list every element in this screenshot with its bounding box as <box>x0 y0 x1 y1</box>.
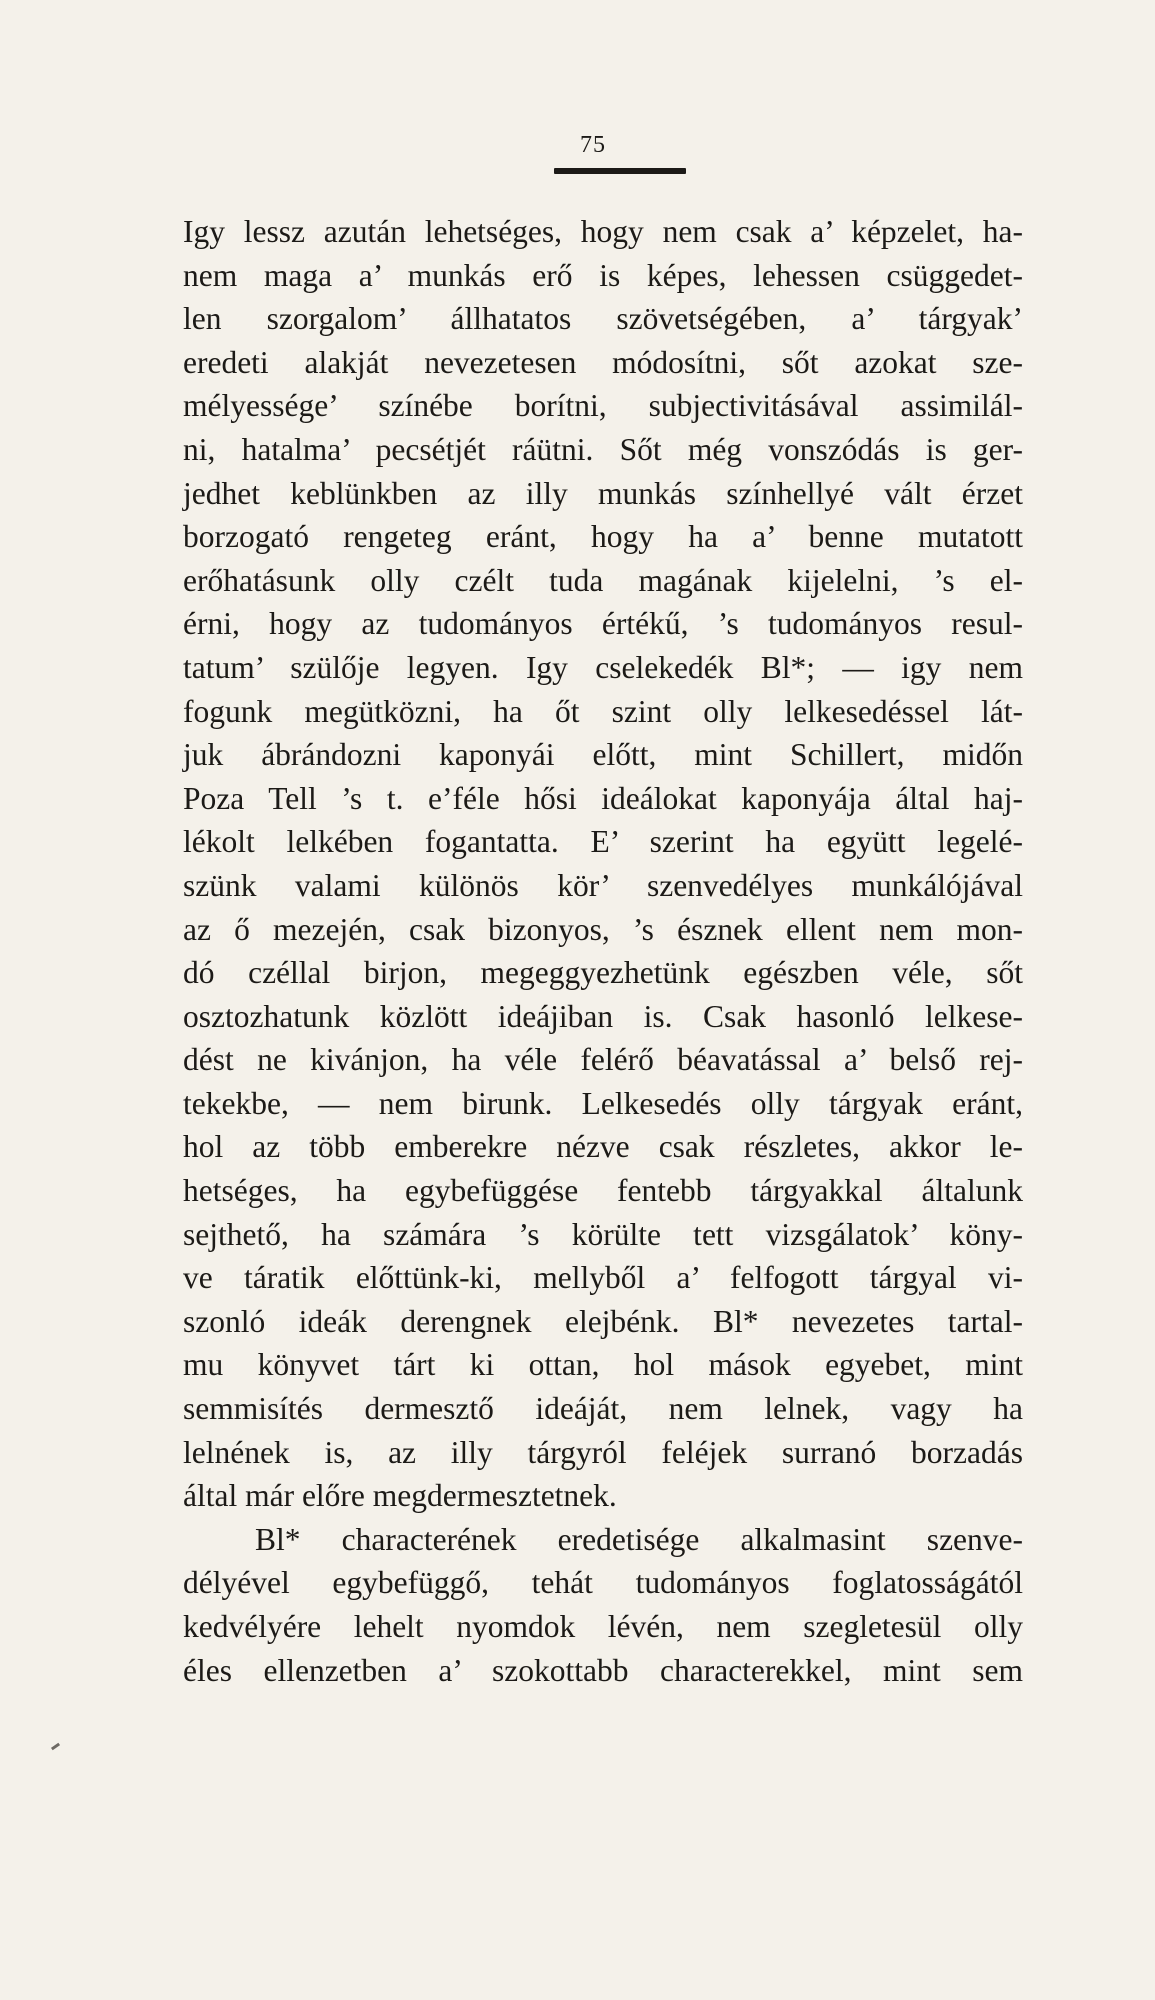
text-line: szonló ideák derengnek elejbénk. Bl* nevezetes tartal- <box>183 1303 1023 1339</box>
text-line: az ő mezején, csak bizonyos, ’s észnek ellent nem mon- <box>183 911 1023 947</box>
text-line: dó czéllal birjon, megeggyezhetünk egészben véle, sőt <box>183 955 1023 991</box>
page-number: 75 <box>580 132 606 158</box>
text-line: jedhet keblünkben az illy munkás színhellyé vált érzet <box>183 475 1023 511</box>
text-line: hetséges, ha egybefüggése fentebb tárgyakkal általunk <box>183 1173 1023 1209</box>
header-rule <box>554 168 686 174</box>
text-line: éles ellenzetben a’ szokottabb characterekkel, mint sem <box>183 1652 1023 1688</box>
text-line: eredeti alakját nevezetesen módosítni, sőt azokat sze- <box>183 344 1023 380</box>
paragraph <box>183 1518 1023 1692</box>
body-text <box>183 210 1023 1692</box>
text-line: semmisítés dermesztő ideáját, nem lelnek, vagy ha <box>183 1391 1023 1427</box>
text-line: mélyessége’ színébe borítni, subjectivitásával assimilál- <box>183 388 1023 424</box>
text-line: Igy lessz azután lehetséges, hogy nem csak a’ képzelet, ha- <box>183 214 1023 249</box>
text-line: Bl* characterének eredetisége alkalmasint szenve- <box>255 1521 1023 1557</box>
text-line: érni, hogy az tudományos értékű, ’s tudományos resul- <box>183 606 1023 642</box>
text-line: ve táratik előttünk-ki, mellyből a’ felfogott tárgyal vi- <box>183 1260 1023 1296</box>
text-line: tatum’ szülője legyen. Igy cselekedék Bl*; — igy nem <box>183 649 1023 685</box>
text-line: szünk valami különös kör’ szenvedélyes munkálójával <box>183 867 1023 903</box>
text-line: kedvélyére lehelt nyomdok lévén, nem szegletesül olly <box>183 1609 1023 1644</box>
text-line: juk ábrándozni kaponyái előtt, mint Schillert, midőn <box>183 737 1023 773</box>
text-line: által már előre megdermesztetnek. <box>183 1478 617 1514</box>
text-line: ni, hatalma’ pecsétjét ráütni. Sőt még vonszódás is ger- <box>183 431 1023 467</box>
text-line: erőhatásunk olly czélt tuda magának kijelelni, ’s el- <box>183 562 1023 598</box>
text-line: sejthető, ha számára ’s körülte tett vizsgálatok’ köny- <box>183 1216 1023 1252</box>
text-line: borzogató rengeteg eránt, hogy ha a’ benne mutatott <box>183 519 1023 555</box>
text-line: lelnének is, az illy tárgyról feléjek surranó borzadás <box>183 1434 1023 1470</box>
stray-ink-mark <box>51 1743 60 1751</box>
text-line: délyével egybefüggő, tehát tudományos foglatosságától <box>183 1565 1023 1601</box>
text-line: mu könyvet tárt ki ottan, hol mások egyebet, mint <box>183 1347 1023 1383</box>
text-line: osztozhatunk közlött ideájiban is. Csak hasonló lelkese- <box>183 998 1023 1034</box>
paragraph <box>183 210 1023 1518</box>
text-line: lékolt lelkében fogantatta. E’ szerint ha együtt legelé- <box>183 824 1023 860</box>
text-line: fogunk megütközni, ha őt szint olly lelkesedéssel lát- <box>183 693 1023 729</box>
text-line: hol az több emberekre nézve csak részletes, akkor le- <box>183 1129 1023 1165</box>
text-line: Poza Tell ’s t. e’féle hősi ideálokat kaponyája által haj- <box>183 780 1023 816</box>
text-line: len szorgalom’ állhatatos szövetségében, a’ tárgyak’ <box>183 301 1023 337</box>
text-line: nem maga a’ munkás erő is képes, lehessen csüggedet- <box>183 257 1023 293</box>
text-line: tekekbe, — nem birunk. Lelkesedés olly tárgyak eránt, <box>183 1085 1023 1121</box>
text-line: dést ne kivánjon, ha véle felérő béavatással a’ belső rej- <box>183 1042 1023 1078</box>
